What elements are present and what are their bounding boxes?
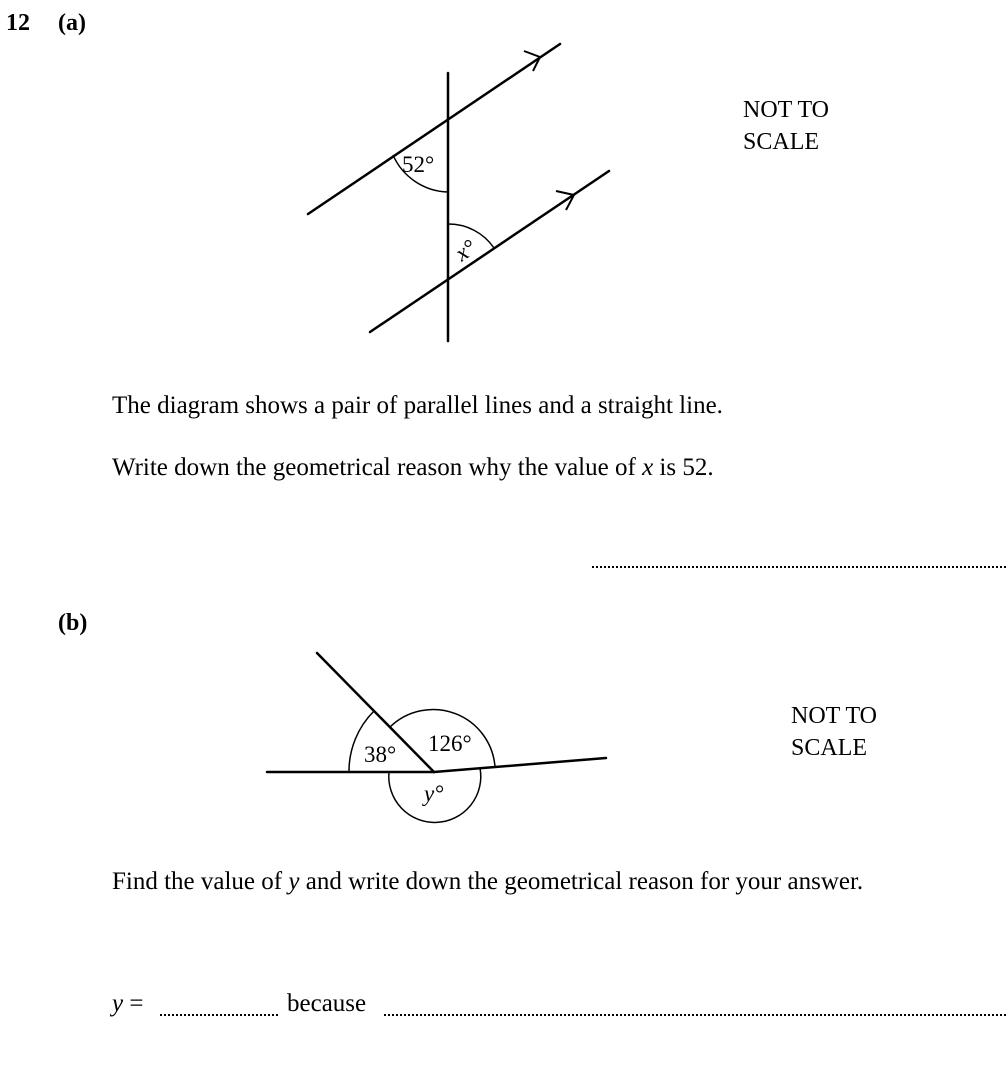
angle-label-y: y° [424, 781, 444, 806]
angle-label-x: x° [450, 234, 481, 267]
answer-row-b: y = [112, 990, 144, 1017]
because-label: because [287, 990, 367, 1017]
part-a-label: (a) [58, 10, 86, 36]
angle-label-52: 52° [402, 152, 435, 177]
angle-label-126: 126° [428, 731, 472, 756]
part-b-label: (b) [58, 610, 88, 636]
part-a-prompt: Write down the geometrical reason why the value of x is 52. [112, 454, 714, 481]
question-number: 12 [6, 10, 30, 36]
right-ray [434, 758, 606, 772]
part-a-statement: The diagram shows a pair of parallel lines and a straight line. [112, 392, 723, 419]
part-b-prompt: Find the value of y and write down the geometrical reason for your answer. [112, 868, 864, 895]
y-answer-field[interactable] [160, 1014, 278, 1016]
not-to-scale-note-b: NOT TO SCALE [791, 703, 878, 761]
not-to-scale-note-a: NOT TO SCALE [743, 97, 830, 155]
angle-label-38: 38° [364, 742, 397, 767]
reason-answer-field[interactable] [384, 1014, 1006, 1016]
